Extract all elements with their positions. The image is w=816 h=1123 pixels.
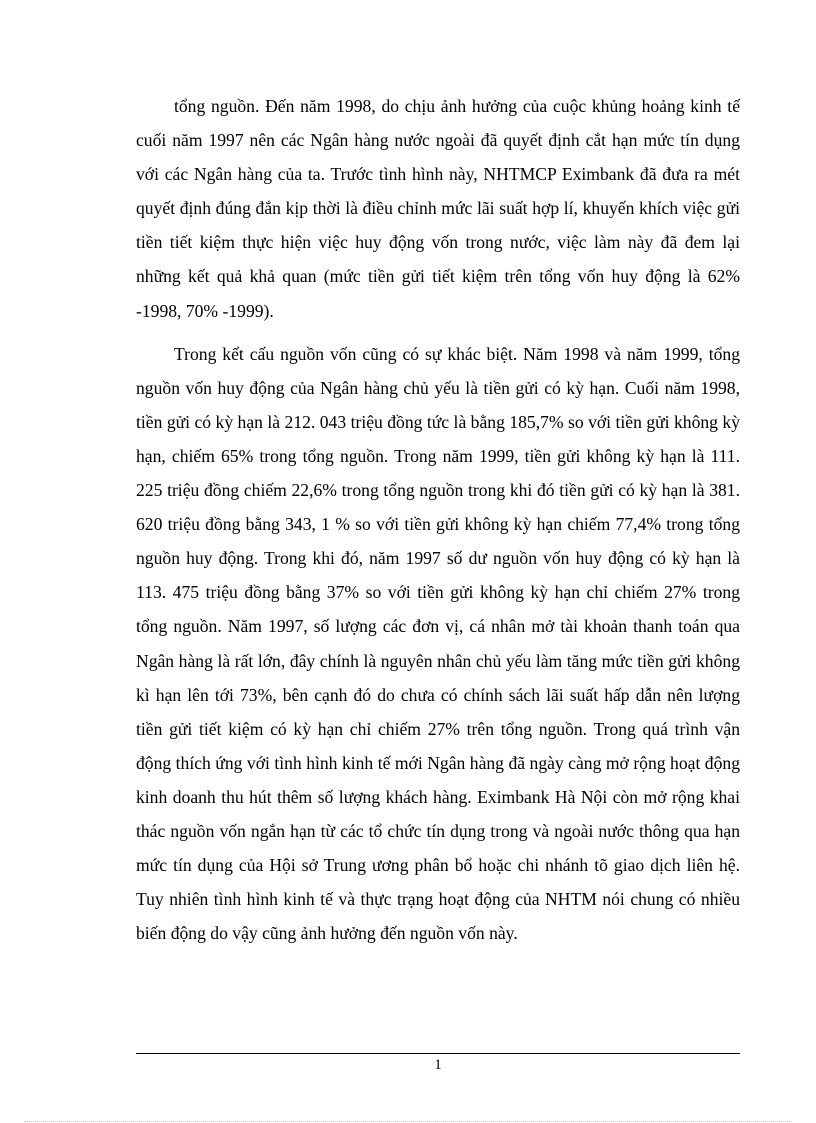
paragraph-1: tổng nguồn. Đến năm 1998, do chịu ảnh hưởng của cuộc khủng hoảng kinh tế cuối năm 1997 nên các Ngân hàng nước ngoài đã quyết định cắt hạn mức tín dụng với các Ngân hàng của ta. Trước tình hình này, NHTMCP Eximbank đã đưa ra mét quyết định đúng đắn kịp thời là điều chỉnh mức lãi suất hợp lí, khuyến khích việc gửi tiền tiết kiệm thực hiện việc huy động vốn trong nước, việc làm này đã đem lại những kết quả khả quan (mức tiền gửi tiết kiệm trên tổng vốn huy động là 62% -1998, 70% -1999). — [136, 96, 740, 321]
body-text — [136, 89, 740, 950]
page-number: 1 — [434, 1057, 442, 1073]
page-bottom-border — [24, 1121, 792, 1122]
paragraph-2: Trong kết cấu nguồn vốn cũng có sự khác biệt. Năm 1998 và năm 1999, tổng nguồn vốn huy động của Ngân hàng chủ yếu là tiền gửi có kỳ hạn. Cuối năm 1998, tiền gửi có kỳ hạn là 212. 043 triệu đồng tức là bằng 185,7% so với tiền gửi không kỳ hạn, chiếm 65% trong tổng nguồn. Trong năm 1999, tiền gửi không kỳ hạn là 111. 225 triệu đồng chiếm 22,6% trong tổng nguồn trong khi đó tiền gửi có kỳ hạn là 381. 620 triệu đồng bằng 343, 1 % so với tiền gửi không kỳ hạn chiếm 77,4% trong tổng nguồn huy động. Trong khi đó, năm 1997 số dư nguồn vốn huy động có kỳ hạn là 113. 475 triệu đồng bằng 37% so với tiền gửi không kỳ hạn chỉ chiếm 27% trong tổng nguồn. Năm 1997, số lượng các đơn vị, cá nhân mở tài khoản thanh toán qua Ngân hàng là rất lớn, đây chính là nguyên nhân chủ yếu làm tăng mức tiền gửi không kì hạn lên tới 73%, bên cạnh đó do chưa có chính sách lãi suất hấp dẫn nên lượng tiền gửi tiết kiệm có kỳ hạn chỉ chiếm 27% trên tổng nguồn. Trong quá trình vận động thích ứng với tình hình kinh tế mới Ngân hàng đã ngày càng mở rộng hoạt động kinh doanh thu hút thêm số lượng khách hàng. Eximbank Hà Nội còn mở rộng khai thác nguồn vốn ngắn hạn từ các tổ chức tín dụng trong và ngoài nước thông qua hạn mức tín dụng của Hội sở Trung ương phân bổ hoặc chi nhánh tõ giao dịch liên hệ. Tuy nhiên tình hình kinh tế và thực trạng hoạt động của NHTM nói chung có nhiều biến động do vậy cũng ảnh hưởng đến nguồn vốn này. — [136, 343, 740, 944]
footer-divider — [136, 1053, 740, 1054]
